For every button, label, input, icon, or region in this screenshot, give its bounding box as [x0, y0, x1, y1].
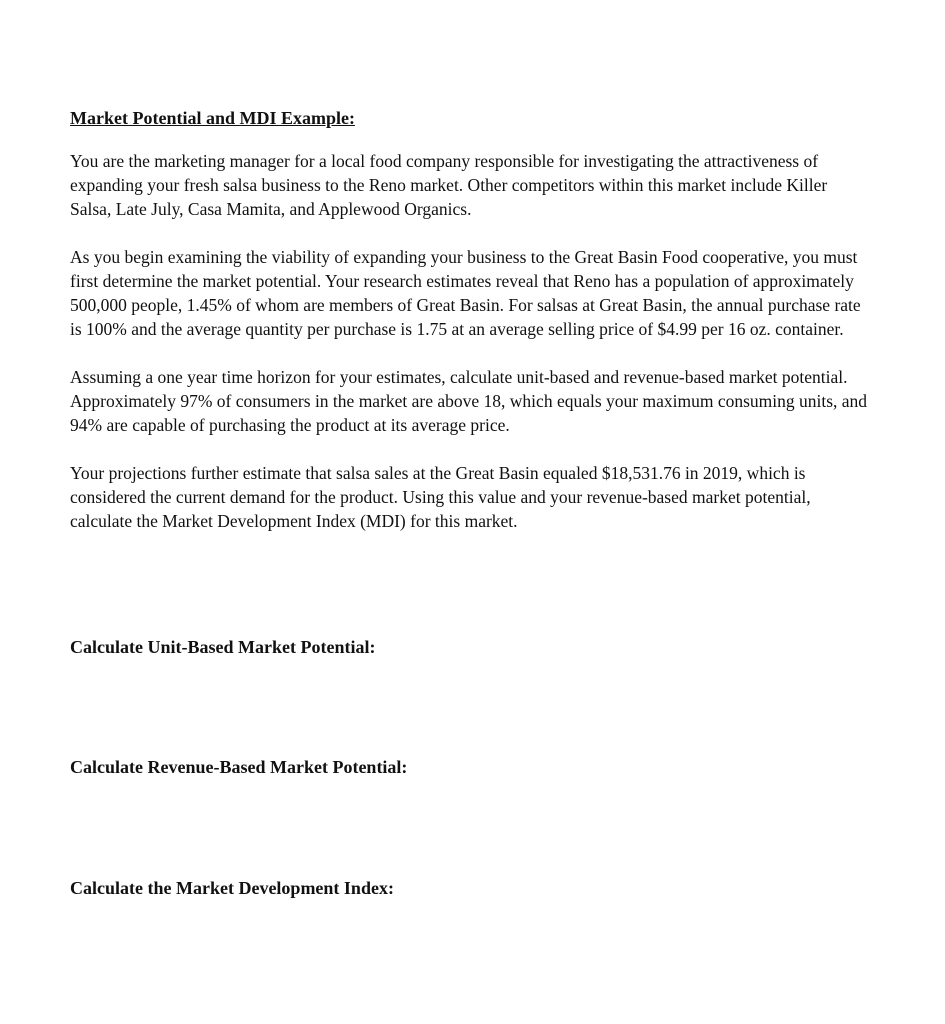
document-body [70, 106, 870, 557]
paragraph-projections: Your projections further estimate that salsa sales at the Great Basin equaled $18,531.76 in 2019, which is considered the current demand for the product. Using this value and your revenue-based market potential, calculate the Market Development Index (MDI) for this market. [70, 463, 811, 531]
paragraph-assumptions: Assuming a one year time horizon for your estimates, calculate unit-based and revenue-based market potential. Approximately 97% of consumers in the market are above 18, which equals your maximum consuming units, and 94% are capable of purchasing the product at its average price. [70, 367, 868, 435]
document-title: Market Potential and MDI Example: [70, 108, 355, 128]
heading-unit-based-potential: Calculate Unit-Based Market Potential: [70, 637, 376, 657]
heading-revenue-based-potential: Calculate Revenue-Based Market Potential: [70, 757, 408, 777]
paragraph-market-research: As you begin examining the viability of expanding your business to the Great Basin Food cooperative, you must first determine the market potential. Your research estimates reveal that Reno has a population of approximately 500,000 people, 1.45% of whom are members of Great Basin. For salsas at Great Basin, the annual purchase rate is 100% and the average quantity per purchase is 1.75 at an average selling price of $4.99 per 16 oz. container. [70, 247, 861, 339]
paragraph-intro: You are the marketing manager for a local food company responsible for investigating the attractiveness of expanding your fresh salsa business to the Reno market. Other competitors within this market include Killer Salsa, Late July, Casa Mamita, and Applewood Organics. [70, 151, 828, 219]
heading-market-development-index: Calculate the Market Development Index: [70, 878, 394, 898]
